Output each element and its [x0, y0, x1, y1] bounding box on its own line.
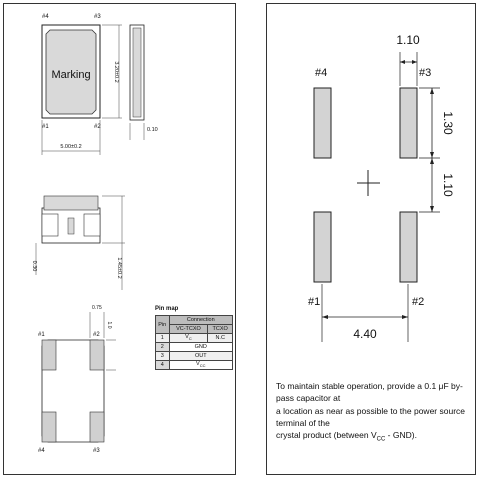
pad-height-dim-label: 1.30 — [441, 111, 455, 135]
pin-cell: 2 — [156, 343, 170, 352]
side-view — [31, 196, 125, 290]
land-pin3-label: #3 — [419, 67, 432, 79]
top-pin2-label: #2 — [94, 124, 101, 130]
top-pin4-label: #4 — [42, 14, 49, 20]
pin-cell: 3 — [156, 352, 170, 361]
bottom-pad-4 — [42, 412, 56, 442]
land-pin4-label: #4 — [315, 67, 328, 79]
bottom-dim-a-label: 0.75 — [92, 305, 102, 311]
pad-spacing-dim-label: 4.40 — [353, 327, 377, 341]
table-row — [156, 343, 233, 352]
table-row — [156, 361, 233, 370]
bottom-pin2-label: #2 — [93, 332, 100, 338]
connection-cell: OUT — [169, 352, 232, 361]
pin-map-title: Pin map — [155, 306, 179, 312]
top-pin3-label: #3 — [94, 14, 101, 20]
land-pad-1 — [314, 212, 331, 282]
pad-width-dim-label: 1.10 — [396, 33, 420, 47]
bottom-pad-2 — [90, 340, 104, 370]
pin-col-header: Pin — [156, 316, 170, 334]
pin-cell: 4 — [156, 361, 170, 370]
height-dim-label: 3.20±0.2 — [113, 61, 119, 83]
land-pad-3 — [400, 88, 417, 158]
width-dim-label: 5.00±0.2 — [60, 144, 82, 150]
pin-cell: 1 — [156, 334, 170, 343]
connection-col-header: Connection — [169, 316, 232, 325]
bottom-pin3-label: #3 — [93, 448, 100, 454]
thickness-dim-label: 0.10 — [147, 127, 158, 133]
bottom-pad-1 — [42, 340, 56, 370]
bottom-view — [38, 305, 116, 454]
bottom-pad-3 — [90, 412, 104, 442]
land-pattern — [308, 33, 455, 342]
bypass-capacitor-note — [276, 380, 472, 446]
pin-map-table — [155, 315, 233, 370]
bottom-dim-b-label: 1.0 — [106, 321, 112, 329]
vc-tcxo-cell: $V_C$ — [169, 334, 208, 343]
side-height-dim-label: 1.45±0.2 — [116, 257, 122, 279]
table-row — [156, 334, 233, 343]
bottom-pin4-label: #4 — [38, 448, 45, 454]
land-pad-4 — [314, 88, 331, 158]
tcxo-col-header: TCXO — [208, 325, 233, 334]
table-row — [156, 352, 233, 361]
vc-tcxo-col-header: VC-TCXO — [169, 325, 208, 334]
land-pin2-label: #2 — [412, 296, 425, 308]
tcxo-cell: N.C — [208, 334, 233, 343]
marking-label: Marking — [51, 69, 91, 81]
land-pad-2 — [400, 212, 417, 282]
connection-cell: $V_{CC}$ — [169, 361, 232, 370]
top-pin1-label: #1 — [42, 124, 49, 130]
land-pin1-label: #1 — [308, 296, 321, 308]
note-line-3: crystal product (between $V_{CC} - GND$). — [276, 430, 417, 443]
side-lid — [44, 196, 98, 210]
connection-cell: GND — [169, 343, 232, 352]
pad-gap-dim-label: 1.10 — [441, 173, 455, 197]
bottom-pin1-label: #1 — [38, 332, 45, 338]
standoff-dim-label: 0.30 — [31, 260, 37, 272]
note-line-2: a location as near as possible to the power source terminal of the — [276, 405, 466, 428]
top-view — [42, 14, 158, 155]
note-line-1: To maintain stable operation, provide a 0.1 μF by-pass capacitor at — [276, 381, 463, 404]
